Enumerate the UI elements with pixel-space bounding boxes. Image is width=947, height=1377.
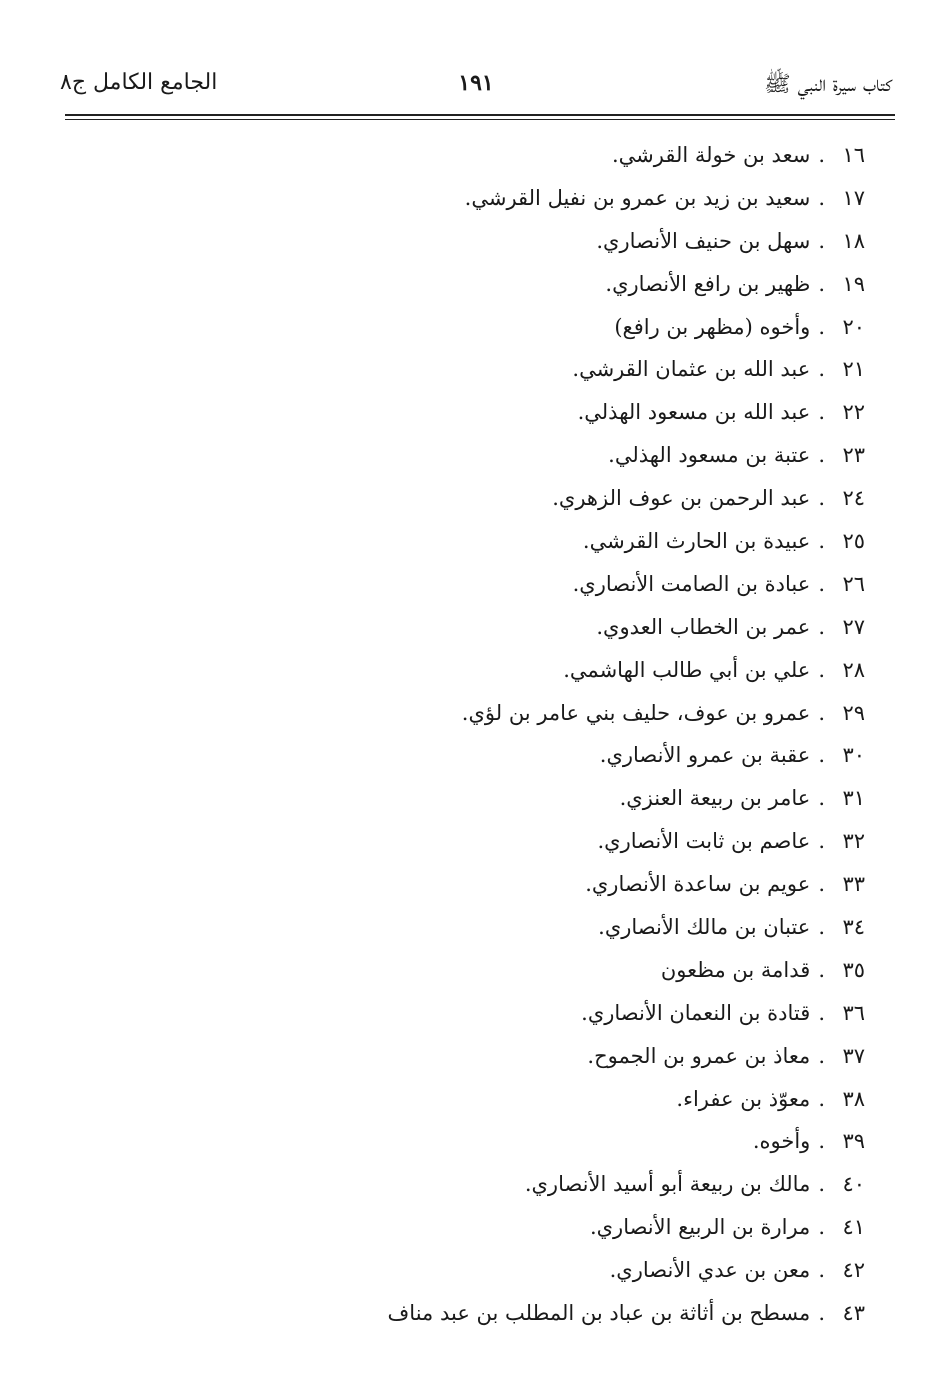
list-item — [65, 220, 865, 263]
entry-separator: . — [818, 614, 825, 639]
entry-number: ١٩ — [842, 271, 865, 296]
entry-number: ٣٨ — [842, 1086, 865, 1111]
list-item — [65, 1120, 865, 1163]
entry-text: عبيدة بن الحارث القرشي. — [582, 529, 811, 554]
list-item — [65, 477, 865, 520]
entry-text: عقبة بن عمرو الأنصاري. — [599, 743, 811, 768]
list-item — [65, 348, 865, 391]
entry-number: ٤٣ — [842, 1301, 865, 1326]
entry-separator: . — [818, 1129, 825, 1154]
entry-separator: . — [818, 486, 825, 511]
entry-separator: . — [818, 1086, 825, 1111]
entry-number: ٣٥ — [842, 957, 865, 982]
entry-separator: . — [818, 357, 825, 382]
entry-text: عتبان بن مالك الأنصاري. — [598, 915, 811, 940]
entry-separator: . — [818, 872, 825, 897]
entry-number: ١٧ — [842, 185, 865, 210]
entry-text: عمرو بن عوف، حليف بني عامر بن لؤي. — [461, 700, 811, 725]
entry-separator: . — [818, 228, 825, 253]
entry-number: ٤٢ — [842, 1258, 865, 1283]
list-item — [65, 434, 865, 477]
entry-text: عبد الله بن مسعود الهذلي. — [577, 400, 811, 425]
entry-text: قدامة بن مظعون — [660, 957, 811, 982]
entry-text: عبادة بن الصامت الأنصاري. — [572, 571, 811, 596]
entry-number: ٢٤ — [842, 486, 865, 511]
entry-text: معاذ بن عمرو بن الجموح. — [587, 1043, 811, 1068]
entry-separator: . — [818, 271, 825, 296]
entry-number: ٣٣ — [842, 872, 865, 897]
list-item — [65, 134, 865, 177]
entry-number: ٣١ — [842, 786, 865, 811]
entry-text: قتادة بن النعمان الأنصاري. — [581, 1000, 811, 1025]
entry-number: ٢٥ — [842, 529, 865, 554]
entry-text: عبد الله بن عثمان القرشي. — [572, 357, 811, 382]
list-item — [65, 906, 865, 949]
entry-separator: . — [818, 829, 825, 854]
entry-separator: . — [818, 1000, 825, 1025]
entry-text: عامر بن ربيعة العنزي. — [619, 786, 811, 811]
entry-number: ٢٦ — [842, 571, 865, 596]
entry-separator: . — [818, 1172, 825, 1197]
list-item — [65, 1078, 865, 1121]
entry-separator: . — [818, 915, 825, 940]
entry-separator: . — [818, 400, 825, 425]
list-item — [65, 177, 865, 220]
entry-separator: . — [818, 1301, 825, 1326]
entry-number: ٢٨ — [842, 657, 865, 682]
entry-separator: . — [818, 957, 825, 982]
entry-text: سهل بن حنيف الأنصاري. — [596, 228, 811, 253]
entry-number: ٢٧ — [842, 614, 865, 639]
entry-separator: . — [818, 529, 825, 554]
running-header — [60, 70, 892, 110]
list-item — [65, 306, 865, 349]
entry-text: وأخوه (مظهر بن رافع) — [614, 314, 811, 339]
list-item — [65, 820, 865, 863]
list-item — [65, 949, 865, 992]
list-item — [65, 606, 865, 649]
entry-separator: . — [818, 314, 825, 339]
entry-separator: . — [818, 143, 825, 167]
entry-separator: . — [818, 443, 825, 468]
entry-number: ٢٩ — [842, 700, 865, 725]
header-rule-thick — [65, 114, 895, 116]
entry-separator: . — [818, 743, 825, 768]
entry-text: عتبة بن مسعود الهذلي. — [608, 443, 811, 468]
list-item — [65, 649, 865, 692]
entry-text: ظهير بن رافع الأنصاري. — [605, 271, 811, 296]
entry-number: ٣٦ — [842, 1000, 865, 1025]
entry-text: وأخوه. — [752, 1129, 811, 1154]
list-item — [65, 1163, 865, 1206]
list-item — [65, 1206, 865, 1249]
list-item — [65, 1035, 865, 1078]
entry-number: ٢٠ — [842, 314, 865, 339]
entry-number: ٢٢ — [842, 400, 865, 425]
entry-separator: . — [818, 1215, 825, 1240]
entry-separator: . — [818, 657, 825, 682]
entry-text: سعيد بن زيد بن عمرو بن نفيل القرشي. — [464, 185, 811, 210]
companions-list — [65, 134, 865, 1335]
entry-separator: . — [818, 700, 825, 725]
entry-separator: . — [818, 1258, 825, 1283]
entry-text: سعد بن خولة القرشي. — [612, 143, 811, 167]
entry-number: ١٨ — [842, 228, 865, 253]
entry-number: ١٦ — [842, 143, 865, 167]
page-number: ١٩١ — [458, 70, 494, 96]
list-item — [65, 520, 865, 563]
entry-number: ٤٠ — [842, 1172, 865, 1197]
list-item — [65, 692, 865, 735]
list-item — [65, 391, 865, 434]
list-item — [65, 863, 865, 906]
list-item — [65, 992, 865, 1035]
entry-number: ٢٣ — [842, 443, 865, 468]
entry-number: ٣٩ — [842, 1129, 865, 1154]
book-title: كتاب سيرة النبي ﷺ — [764, 72, 892, 97]
list-item — [65, 1292, 865, 1335]
list-item — [65, 263, 865, 306]
list-item — [65, 734, 865, 777]
entry-number: ٣٢ — [842, 829, 865, 854]
entry-text: مالك بن ربيعة أبو أسيد الأنصاري. — [524, 1172, 811, 1197]
series-title: الجامع الكامل ج٨ — [60, 70, 218, 95]
entry-number: ٣٠ — [842, 743, 865, 768]
entry-text: علي بن أبي طالب الهاشمي. — [563, 657, 811, 682]
entry-number: ٣٤ — [842, 915, 865, 940]
entry-text: عاصم بن ثابت الأنصاري. — [597, 829, 811, 854]
list-item — [65, 1249, 865, 1292]
entry-number: ٣٧ — [842, 1043, 865, 1068]
entry-text: معوّذ بن عفراء. — [676, 1086, 811, 1111]
entry-text: مسطح بن أثاثة بن عباد بن المطلب بن عبد مناف — [387, 1301, 811, 1326]
entry-text: عبد الرحمن بن عوف الزهري. — [552, 486, 811, 511]
entry-separator: . — [818, 786, 825, 811]
entry-text: معن بن عدي الأنصاري. — [609, 1258, 811, 1283]
header-rule-thin — [65, 119, 895, 120]
entry-separator: . — [818, 571, 825, 596]
entry-number: ٤١ — [842, 1215, 865, 1240]
list-item — [65, 563, 865, 606]
entry-number: ٢١ — [842, 357, 865, 382]
list-item — [65, 777, 865, 820]
entry-separator: . — [818, 1043, 825, 1068]
entry-text: عمر بن الخطاب العدوي. — [596, 614, 811, 639]
entry-text: عويم بن ساعدة الأنصاري. — [585, 872, 811, 897]
entry-text: مرارة بن الربيع الأنصاري. — [589, 1215, 811, 1240]
entry-separator: . — [818, 185, 825, 210]
